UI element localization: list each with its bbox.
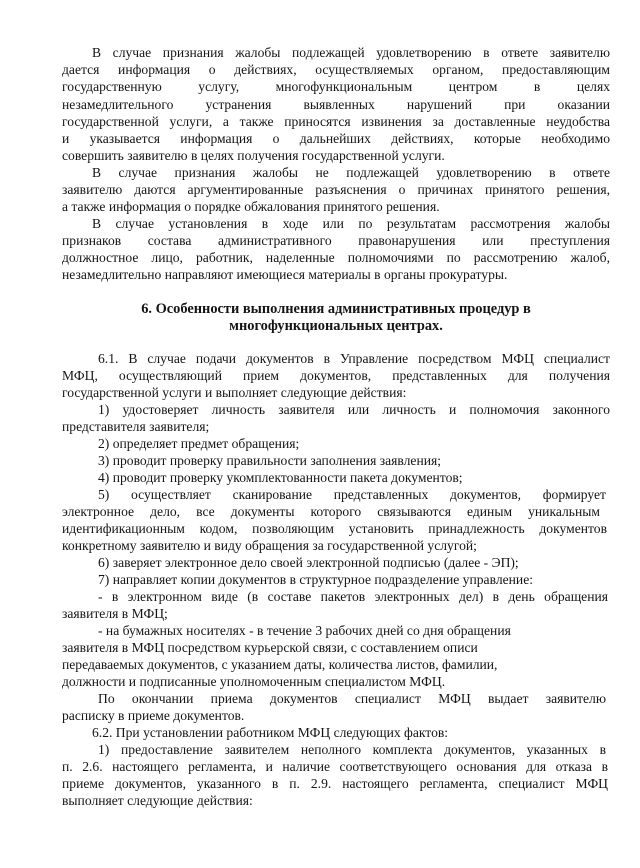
text-line: и указывается информация о дальнейших действиях, которые необходимо — [62, 131, 610, 146]
text-line: 7) направляет копии документов в структурное подразделение управление: — [98, 572, 534, 587]
text-line: должностное лицо, работник, наделенные полномочиями по рассмотрению жалоб, — [62, 250, 610, 265]
text-line: 6.2. При установлении работником МФЦ следующих фактов: — [92, 725, 449, 740]
section-heading-line: 6. Особенности выполнения административных процедур в — [141, 301, 531, 317]
text-line: п. 2.6. настоящего регламента, и наличие соответствующего основания для отказа в — [62, 759, 608, 774]
text-line: 2) определяет предмет обращения; — [98, 436, 300, 451]
text-line: дается информация о действиях, осуществляемых органом, предоставляющим — [62, 62, 610, 77]
text-line: незамедлительного устранения выявленных нарушений при оказании — [62, 97, 610, 112]
text-line: государственную услугу, многофункциональным центром в целях — [62, 79, 610, 94]
text-line: идентификационным кодом, позволяющим установить принадлежность документов — [62, 521, 607, 536]
text-line: выполняет следующие действия: — [62, 793, 253, 808]
text-line: 5) осуществляет сканирование представленных документов, формирует — [98, 487, 606, 502]
text-line: В случае установления в ходе или по результатам рассмотрения жалобы — [92, 216, 610, 231]
section-heading-line: многофункциональных центрах. — [229, 318, 443, 334]
text-line: а также информация о порядке обжалования принятого решения. — [62, 199, 440, 214]
text-line: представителя заявителя; — [62, 419, 210, 434]
text-line: - в электронном виде (в составе пакетов электронных дел) в день обращения — [98, 589, 608, 604]
text-line: совершить заявителю в целях получения государственной услуги. — [62, 148, 445, 163]
text-line: заявителю даются аргументированные разъяснения о причинах принятого решения, — [62, 182, 610, 197]
text-line: электронное дело, все документы которого связываются единым уникальным — [62, 504, 600, 519]
text-line: расписку в приеме документов. — [62, 708, 245, 723]
text-line: признаков состава административного правонарушения или преступления — [62, 233, 610, 248]
text-line: передаваемых документов, с указанием даты, количества листов, фамилии, — [62, 657, 498, 672]
text-line: МФЦ, осуществляющий прием документов, представленных для получения — [62, 368, 610, 383]
text-line: незамедлительно направляют имеющиеся материалы в органы прокуратуры. — [62, 267, 508, 282]
text-line: 6) заверяет электронное дело своей электронной подписью (далее - ЭП); — [98, 555, 519, 570]
text-line: 3) проводит проверку правильности заполнения заявления; — [98, 453, 442, 468]
text-line: В случае признания жалобы не подлежащей удовлетворению в ответе — [92, 165, 610, 180]
text-line: приеме документов, указанного в п. 2.9. настоящего регламента, специалист МФЦ — [62, 776, 608, 791]
text-line: По окончании приема документов специалист МФЦ выдает заявителю — [98, 691, 606, 706]
text-line: В случае признания жалобы подлежащей удовлетворению в ответе заявителю — [92, 45, 610, 60]
text-line: 1) удостоверяет личность заявителя или личность и полномочия законного — [98, 402, 610, 417]
text-line: заявителя в МФЦ посредством курьерской связи, с составлением описи — [62, 640, 478, 655]
text-line: 4) проводит проверку укомплектованности пакета документов; — [98, 470, 463, 485]
text-line: 1) предоставление заявителем неполного комплекта документов, указанных в — [98, 742, 606, 757]
text-line: должности и подписанные уполномоченным специалистом МФЦ. — [62, 674, 446, 689]
text-line: заявителя в МФЦ; — [62, 606, 168, 621]
text-line: - на бумажных носителях - в течение 3 рабочих дней со дня обращения — [98, 623, 511, 638]
text-line: государственной услуги и выполняет следующие действия: — [62, 385, 407, 400]
text-line: 6.1. В случае подачи документов в Управление посредством МФЦ специалист — [98, 351, 610, 366]
text-line: конкретному заявителю и виду обращения за государственной услугой; — [62, 538, 477, 553]
text-line: государственной услуги, а также приносятся извинения за доставленные неудобства — [62, 114, 610, 129]
